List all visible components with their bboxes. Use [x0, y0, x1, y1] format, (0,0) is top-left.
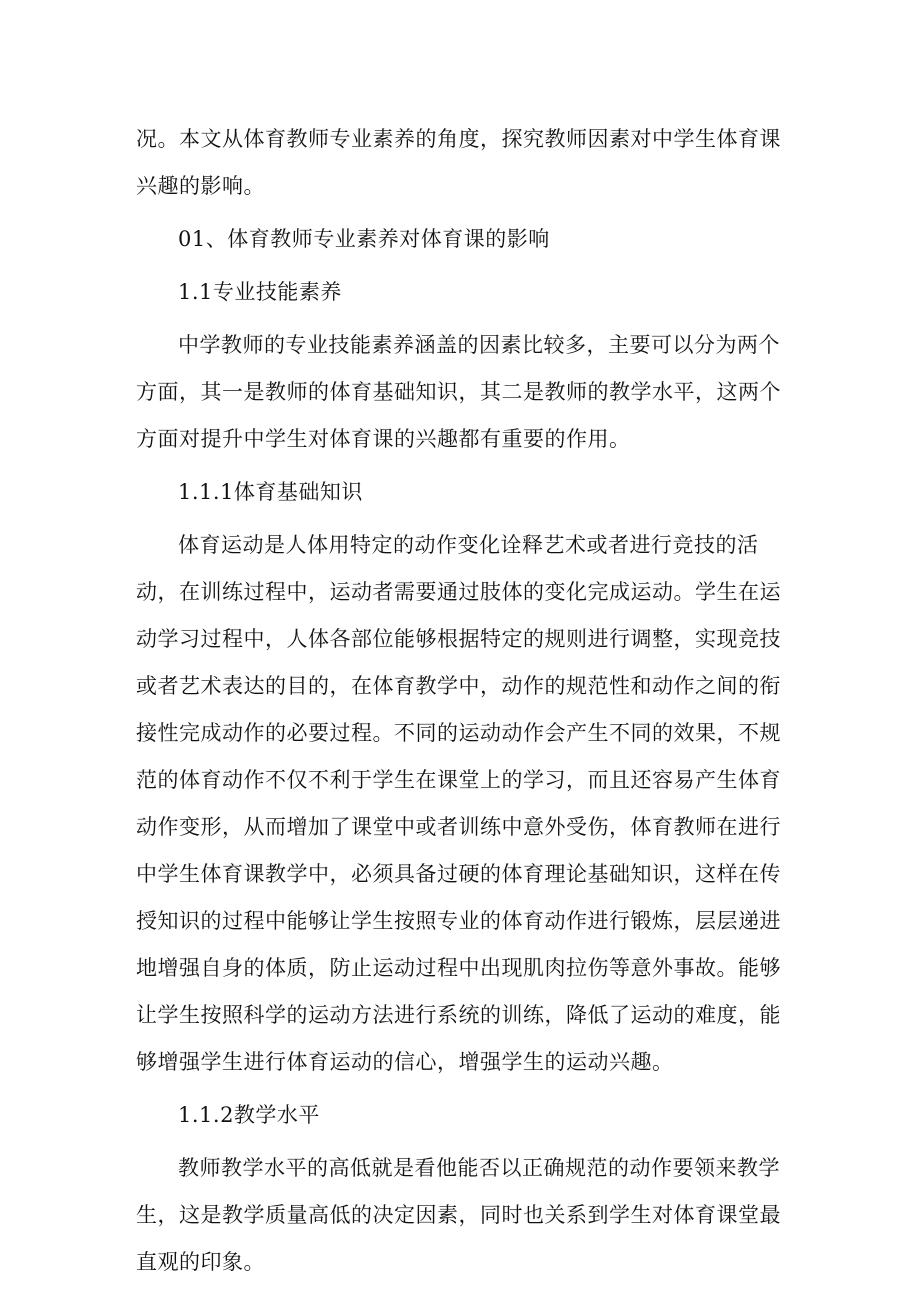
paragraph: 教师教学水平的高低就是看他能否以正确规范的动作要领来教学生，这是教学质量高低的决定因素，同时也关系到学生对体育课堂最直观的印象。 [136, 1156, 781, 1274]
paragraph: 体育运动是人体用特定的动作变化诠释艺术或者进行竞技的活动，在训练过程中，运动者需要通过肢体的变化完成运动。学生在运动学习过程中，人体各部位能够根据特定的规则进行调整，实现竞技或者艺术表达的目的，在体育教学中，动作的规范性和动作之间的衔接性完成动作的必要过程。不同的运动动作会产生不同的效果，不规范的体育动作不仅不利于学生在课堂上的学习，而且还容易产生体育动作变形，从而增加了课堂中或者训练中意外受伤，体育教师在进行中学生体育课教学中，必须具备过硬的体育理论基础知识，这样在传授知识的过程中能够让学生按照专业的体育动作进行锻炼，层层递进地增强自身的体质，防止运动过程中出现肌肉拉伤等意外事故。能够让学生按照科学的运动方法进行系统的训练，降低了运动的难度，能够增强学生进行体育运动的信心，增强学生的运动兴趣。 [136, 533, 781, 1074]
paragraph: 中学教师的专业技能素养涵盖的因素比较多，主要可以分为两个方面，其一是教师的体育基础知识，其二是教师的教学水平，这两个方面对提升中学生对体育课的兴趣都有重要的作用。 [136, 333, 781, 451]
subsubsection-heading: 1.1.2教学水平 [178, 1103, 320, 1127]
subsection-heading: 1.1专业技能素养 [178, 280, 342, 304]
subsubsection-heading: 1.1.1体育基础知识 [178, 480, 363, 504]
document-body [136, 116, 796, 1286]
paragraph-continued: 况。本文从体育教师专业素养的角度，探究教师因素对中学生体育课兴趣的影响。 [136, 127, 781, 198]
section-heading: 01、体育教师专业素养对体育课的影响 [178, 227, 550, 251]
